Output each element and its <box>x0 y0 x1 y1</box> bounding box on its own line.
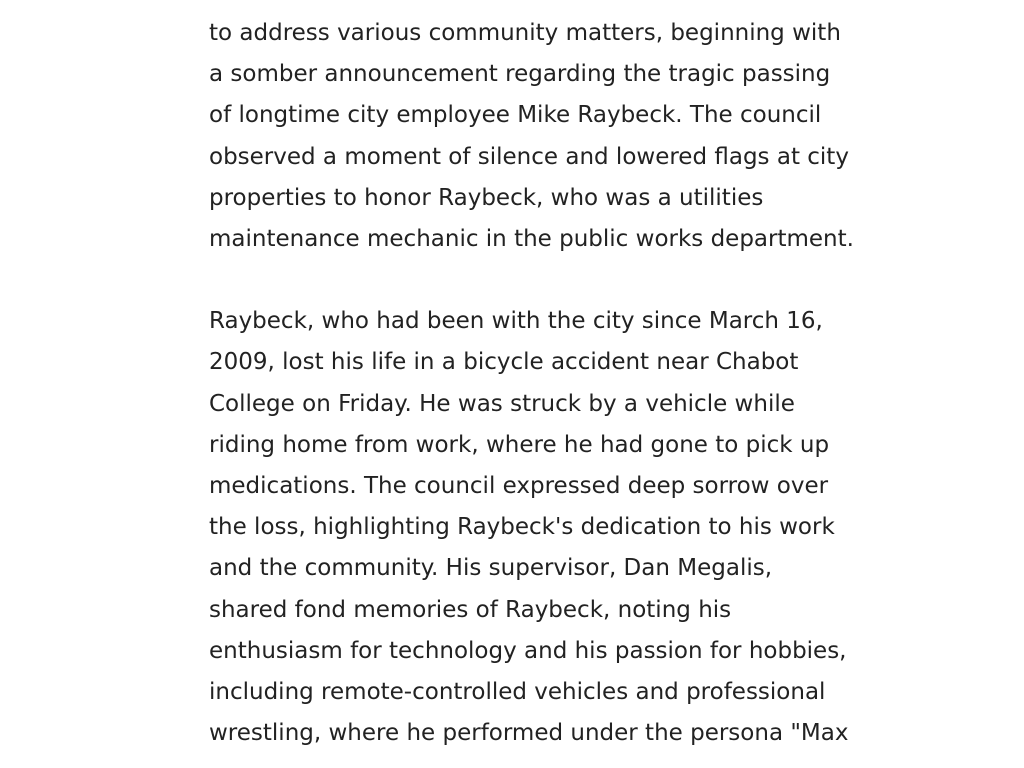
paragraph-spacer <box>209 260 899 301</box>
text-line: riding home from work, where he had gone to pick up <box>209 431 830 458</box>
text-line: including remote-controlled vehicles and professional <box>209 679 826 706</box>
text-line: maintenance mechanic in the public works department. <box>209 226 854 253</box>
text-line: the loss, highlighting Raybeck's dedication to his work <box>209 514 835 541</box>
text-line: and the community. His supervisor, Dan Megalis, <box>209 555 773 582</box>
text-line: enthusiasm for technology and his passion for hobbies, <box>209 637 847 664</box>
text-line: Raybeck, who had been with the city since March 16, <box>209 308 823 335</box>
paragraph-1 <box>209 13 899 260</box>
article-body <box>209 13 899 754</box>
text-line: shared fond memories of Raybeck, noting his <box>209 596 732 623</box>
text-line: observed a moment of silence and lowered flags at city <box>209 143 849 170</box>
text-line: medications. The council expressed deep sorrow over <box>209 473 829 500</box>
text-line: properties to honor Raybeck, who was a utilities <box>209 184 764 211</box>
text-line: a somber announcement regarding the tragic passing <box>209 61 831 88</box>
text-line: to address various community matters, beginning with <box>209 20 841 46</box>
text-line: wrestling, where he performed under the persona "Max <box>209 720 849 747</box>
text-line: of longtime city employee Mike Raybeck. The council <box>209 102 822 129</box>
paragraph-2 <box>209 301 899 754</box>
text-line: College on Friday. He was struck by a vehicle while <box>209 390 795 417</box>
text-line: 2009, lost his life in a bicycle accident near Chabot <box>209 349 799 376</box>
